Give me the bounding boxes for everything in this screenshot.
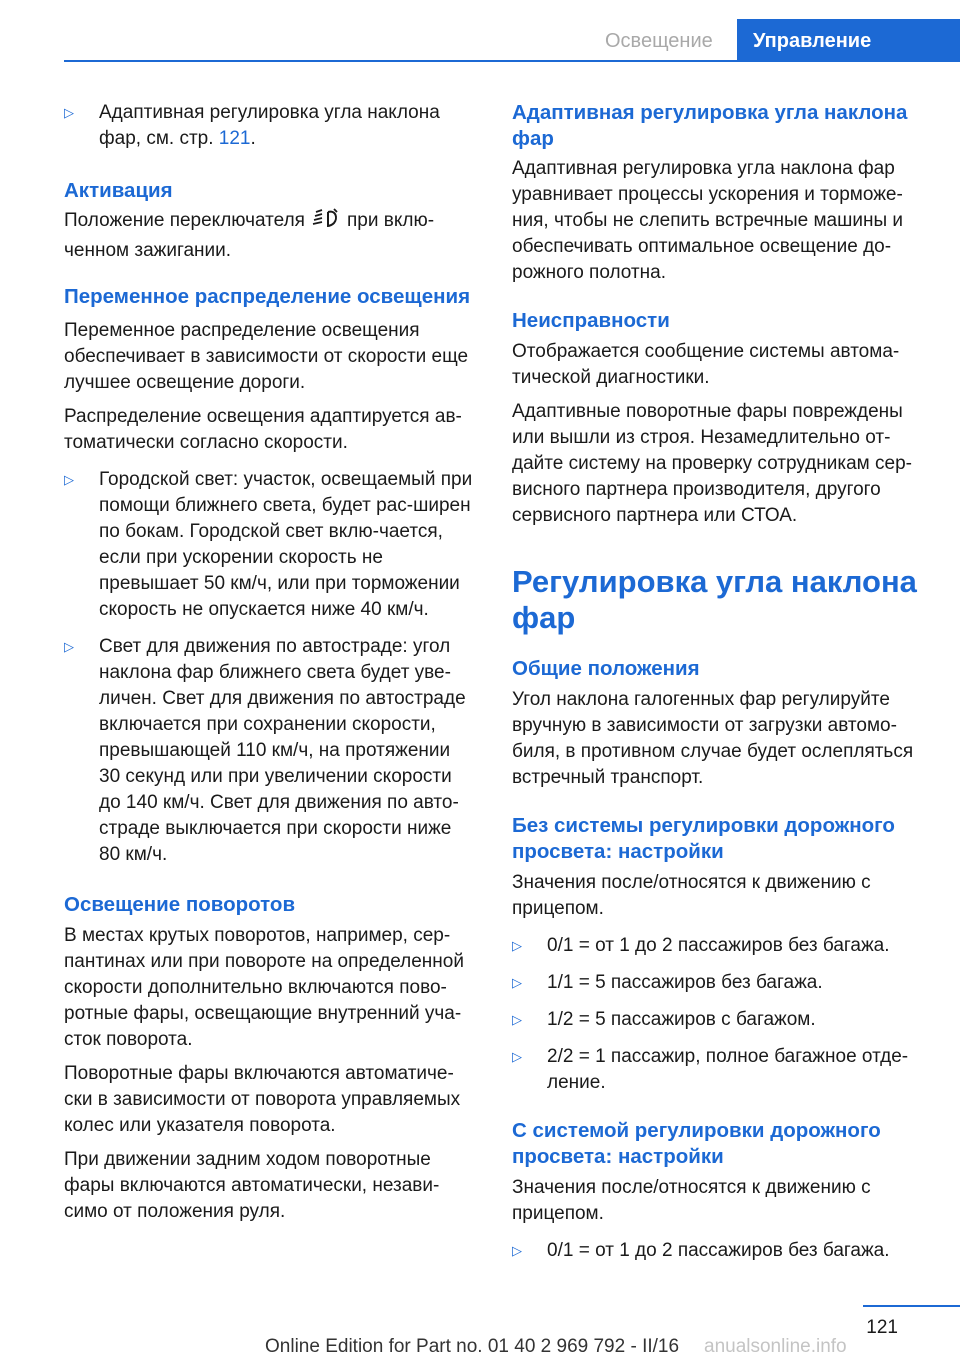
list-item-text: Городской свет: участок, освещаемый при помощи ближнего света, будет рас-ширен по бокам. Городской свет вклю-чается, если при ускорении скорость не превышает 50 км/ч, или при торможении скорость не опускается ниже 40 км/ч. xyxy=(99,469,473,620)
list-item-text: 1/1 = 5 пассажиров без багажа. xyxy=(547,972,823,993)
edition-footer: Online Edition for Part no. 01 40 2 969 792 - II/16 xyxy=(265,1336,680,1357)
header-chapter-tab: Управление xyxy=(737,19,960,62)
bullet-marker-icon: ▷ xyxy=(512,1049,522,1064)
variable-light-heading: Переменное распределение освещения xyxy=(64,285,471,308)
bullet-marker-icon: ▷ xyxy=(64,105,74,120)
list-item-text: 0/1 = от 1 до 2 пассажиров без багажа. xyxy=(547,1240,890,1261)
without-system-heading: Без системы регулировки дорожного просвета: настройки xyxy=(512,814,895,863)
turn-light-paragraph-1: В местах крутых поворотов, например, сер-пантинах или при повороте на определенной скорости дополнительно включаются пово-ротные фары, освещающие внутренний уча-сток поворота. xyxy=(64,925,464,1050)
faults-heading: Неисправности xyxy=(512,309,670,332)
bullet-marker-icon: ▷ xyxy=(64,472,74,487)
list-item-text: 2/2 = 1 пассажир, полное багажное отде-ление. xyxy=(547,1046,909,1093)
list-item xyxy=(64,634,476,868)
left-column xyxy=(64,100,476,1225)
general-heading: Общие положения xyxy=(512,657,700,680)
header-section-label: Освещение xyxy=(605,30,713,52)
page-number: 121 xyxy=(866,1317,898,1338)
list-item-text: 1/2 = 5 пассажиров с багажом. xyxy=(547,1009,816,1030)
variable-light-paragraph-2: Распределение освещения адаптируется ав-томатически согласно скорости. xyxy=(64,406,462,453)
bullet-marker-icon: ▷ xyxy=(512,975,522,990)
turn-light-paragraph-2: Поворотные фары включаются автоматиче-ски в зависимости от поворота управляемых колес или указателя поворота. xyxy=(64,1063,461,1136)
bullet-marker-icon: ▷ xyxy=(64,639,74,654)
list-item-text: Свет для движения по автостраде: угол наклона фар ближнего света будет уве-личен. Свет для движения по автостраде включается при сохранении скорости, превышающей 110 км/ч, на протяжении 30 секунд или при увеличении скорости до 140 км/ч. Свет для движения по авто-страде выключается при скорости ниже 80 км/ч. xyxy=(99,636,466,865)
watermark: anualsonline.info xyxy=(704,1336,847,1357)
faults-paragraph-1: Отображается сообщение системы автома-тической диагностики. xyxy=(512,341,900,388)
list-item xyxy=(512,1007,924,1033)
header-rule xyxy=(64,60,960,62)
list-item xyxy=(512,933,924,959)
section-main-heading: Регулировка угла наклона фар xyxy=(512,564,917,635)
general-paragraph: Угол наклона галогенных фар регулируйте вручную в зависимости от загрузки автомо-биля, в противном случае будет ослепляться встречный транспорт. xyxy=(512,689,914,788)
without-system-paragraph: Значения после/относятся к движению с прицепом. xyxy=(512,872,871,919)
intro-bullet xyxy=(64,100,476,152)
activation-text xyxy=(64,208,476,264)
activation-text-before: Положение переключателя xyxy=(64,210,305,231)
intro-bullet-end: . xyxy=(250,128,256,149)
with-system-heading: С системой регулировки дорожного просвета: настройки xyxy=(512,1119,881,1168)
bullet-marker-icon: ▷ xyxy=(512,1243,522,1258)
with-system-paragraph: Значения после/относятся к движению с прицепом. xyxy=(512,1177,871,1224)
list-item xyxy=(64,467,476,623)
list-item xyxy=(512,1238,924,1264)
adaptive-paragraph: Адаптивная регулировка угла наклона фар уравнивает процессы ускорения и торможе-ния, чтобы не слепить встречные машины и обеспечивать оптимальное освещение до-рожного полотна. xyxy=(512,158,904,283)
list-item xyxy=(512,1044,924,1096)
activation-text-after: при вклю-ченном зажигании. xyxy=(64,210,435,261)
list-item-text: 0/1 = от 1 до 2 пассажиров без багажа. xyxy=(547,935,890,956)
turn-light-heading: Освещение поворотов xyxy=(64,893,296,916)
turn-light-paragraph-3: При движении задним ходом поворотные фары включаются автоматически, незави-симо от положения руля. xyxy=(64,1149,440,1222)
bullet-marker-icon: ▷ xyxy=(512,938,522,953)
headlight-switch-icon xyxy=(311,208,341,238)
right-column xyxy=(512,100,924,1264)
intro-bullet-text: Адаптивная регулировка угла наклона фар, см. стр. xyxy=(99,102,440,149)
activation-heading: Активация xyxy=(64,179,173,202)
variable-light-paragraph-1: Переменное распределение освещения обеспечивает в зависимости от скорости еще лучшее освещение дороги. xyxy=(64,320,469,393)
faults-paragraph-2: Адаптивные поворотные фары повреждены или вышли из строя. Незамедлительно от-дайте систему на проверку сотрудникам сер-висного партнера производителя, другого сервисного партнера или СТОА. xyxy=(512,401,912,526)
page-reference-link[interactable]: 121 xyxy=(218,128,251,149)
adaptive-heading: Адаптивная регулировка угла наклона фар xyxy=(512,101,908,150)
bullet-marker-icon: ▷ xyxy=(512,1012,522,1027)
page-number-rule xyxy=(863,1305,960,1307)
list-item xyxy=(512,970,924,996)
